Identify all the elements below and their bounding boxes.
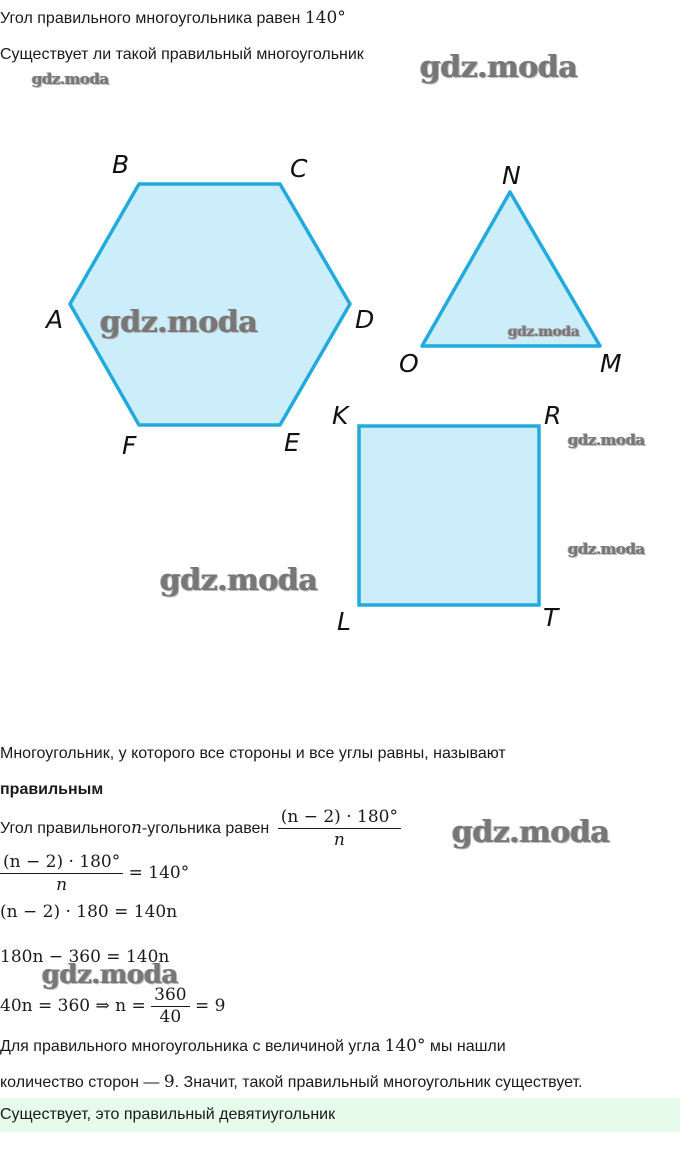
definition-text: Многоугольник, у которого все стороны и все углы равны, называют [0, 745, 506, 762]
eq1-rhs: = 140° [128, 863, 190, 883]
watermark-1: gdz.moda [32, 70, 109, 88]
figures-drawing [0, 140, 680, 640]
sq-label-r: R [544, 401, 562, 430]
eq1-fraction [0, 851, 123, 896]
eq1-fraction-den: n [0, 873, 123, 896]
formula-prefix: Угол правильного [0, 820, 131, 837]
tri-label-o: O [399, 349, 419, 378]
conclusion2-text-a: количество сторон — [0, 1074, 160, 1091]
conclusion2-text-b: . Значит, такой правильный многоугольник существует. [174, 1074, 583, 1091]
formula-fraction-num: (n − 2) · 180° [280, 807, 398, 828]
conclusion-line-1 [0, 1036, 506, 1057]
hex-label-b: B [112, 150, 130, 179]
watermark-4: gdz.moda [508, 324, 580, 340]
equation-3: 180n − 360 = 140n [0, 947, 170, 967]
conclusion1-text-a: Для правильного многоугольника с величиной угла [0, 1038, 381, 1055]
question-angle: 140° [304, 8, 346, 28]
hex-label-e: E [284, 428, 300, 457]
square-shape [359, 426, 539, 605]
watermark-5: gdz.moda [568, 431, 645, 449]
question-line-2: Существует ли такой правильный многоугольник [0, 46, 364, 63]
hex-label-a: A [46, 305, 64, 334]
sq-label-t: T [543, 603, 559, 632]
answer-text: Существует, это правильный девятиугольник [0, 1106, 336, 1123]
sq-label-l: L [337, 607, 351, 636]
question-line-1 [0, 8, 346, 29]
eq4-fraction-num: 360 [154, 985, 187, 1005]
tri-label-n: N [502, 161, 521, 190]
formula-line [0, 805, 401, 852]
question-text: Угол правильного многоугольника равен [0, 10, 301, 27]
eq4-left: 40n = 360 ⇒ n = [0, 996, 146, 1016]
equation-1 [0, 850, 189, 896]
conclusion-line-2 [0, 1072, 583, 1093]
eq4-fraction-den: 40 [151, 1006, 189, 1028]
equation-2: (n − 2) · 180 = 140n [0, 902, 178, 922]
watermark-3: gdz.moda [100, 305, 258, 340]
eq1-fraction-num: (n − 2) · 180° [3, 852, 121, 872]
eq4-right: = 9 [195, 996, 226, 1016]
conclusion1-text-b: мы нашли [429, 1038, 506, 1055]
eq4-fraction [151, 985, 189, 1028]
formula-fraction [278, 806, 401, 851]
watermark-6: gdz.moda [568, 540, 645, 558]
answer-box [0, 1098, 680, 1132]
equation-4 [0, 983, 225, 1029]
hex-label-c: C [290, 154, 308, 183]
tri-label-m: M [600, 349, 622, 378]
watermark-9: gdz.moda [42, 960, 179, 990]
sq-label-k: K [332, 401, 349, 430]
formula-fraction-den: n [278, 828, 401, 851]
formula-suffix: -угольника равен [141, 820, 270, 837]
conclusion1-angle: 140° [384, 1036, 426, 1056]
conclusion2-number: 9 [163, 1072, 175, 1092]
triangle-shape [422, 192, 600, 346]
watermark-7: gdz.moda [160, 563, 318, 598]
hex-label-d: D [355, 305, 375, 334]
definition-term: правильным [0, 781, 104, 798]
formula-var: n [130, 818, 142, 838]
watermark-2: gdz.moda [420, 50, 578, 85]
watermark-8: gdz.moda [452, 815, 610, 850]
hex-label-f: F [122, 431, 137, 460]
